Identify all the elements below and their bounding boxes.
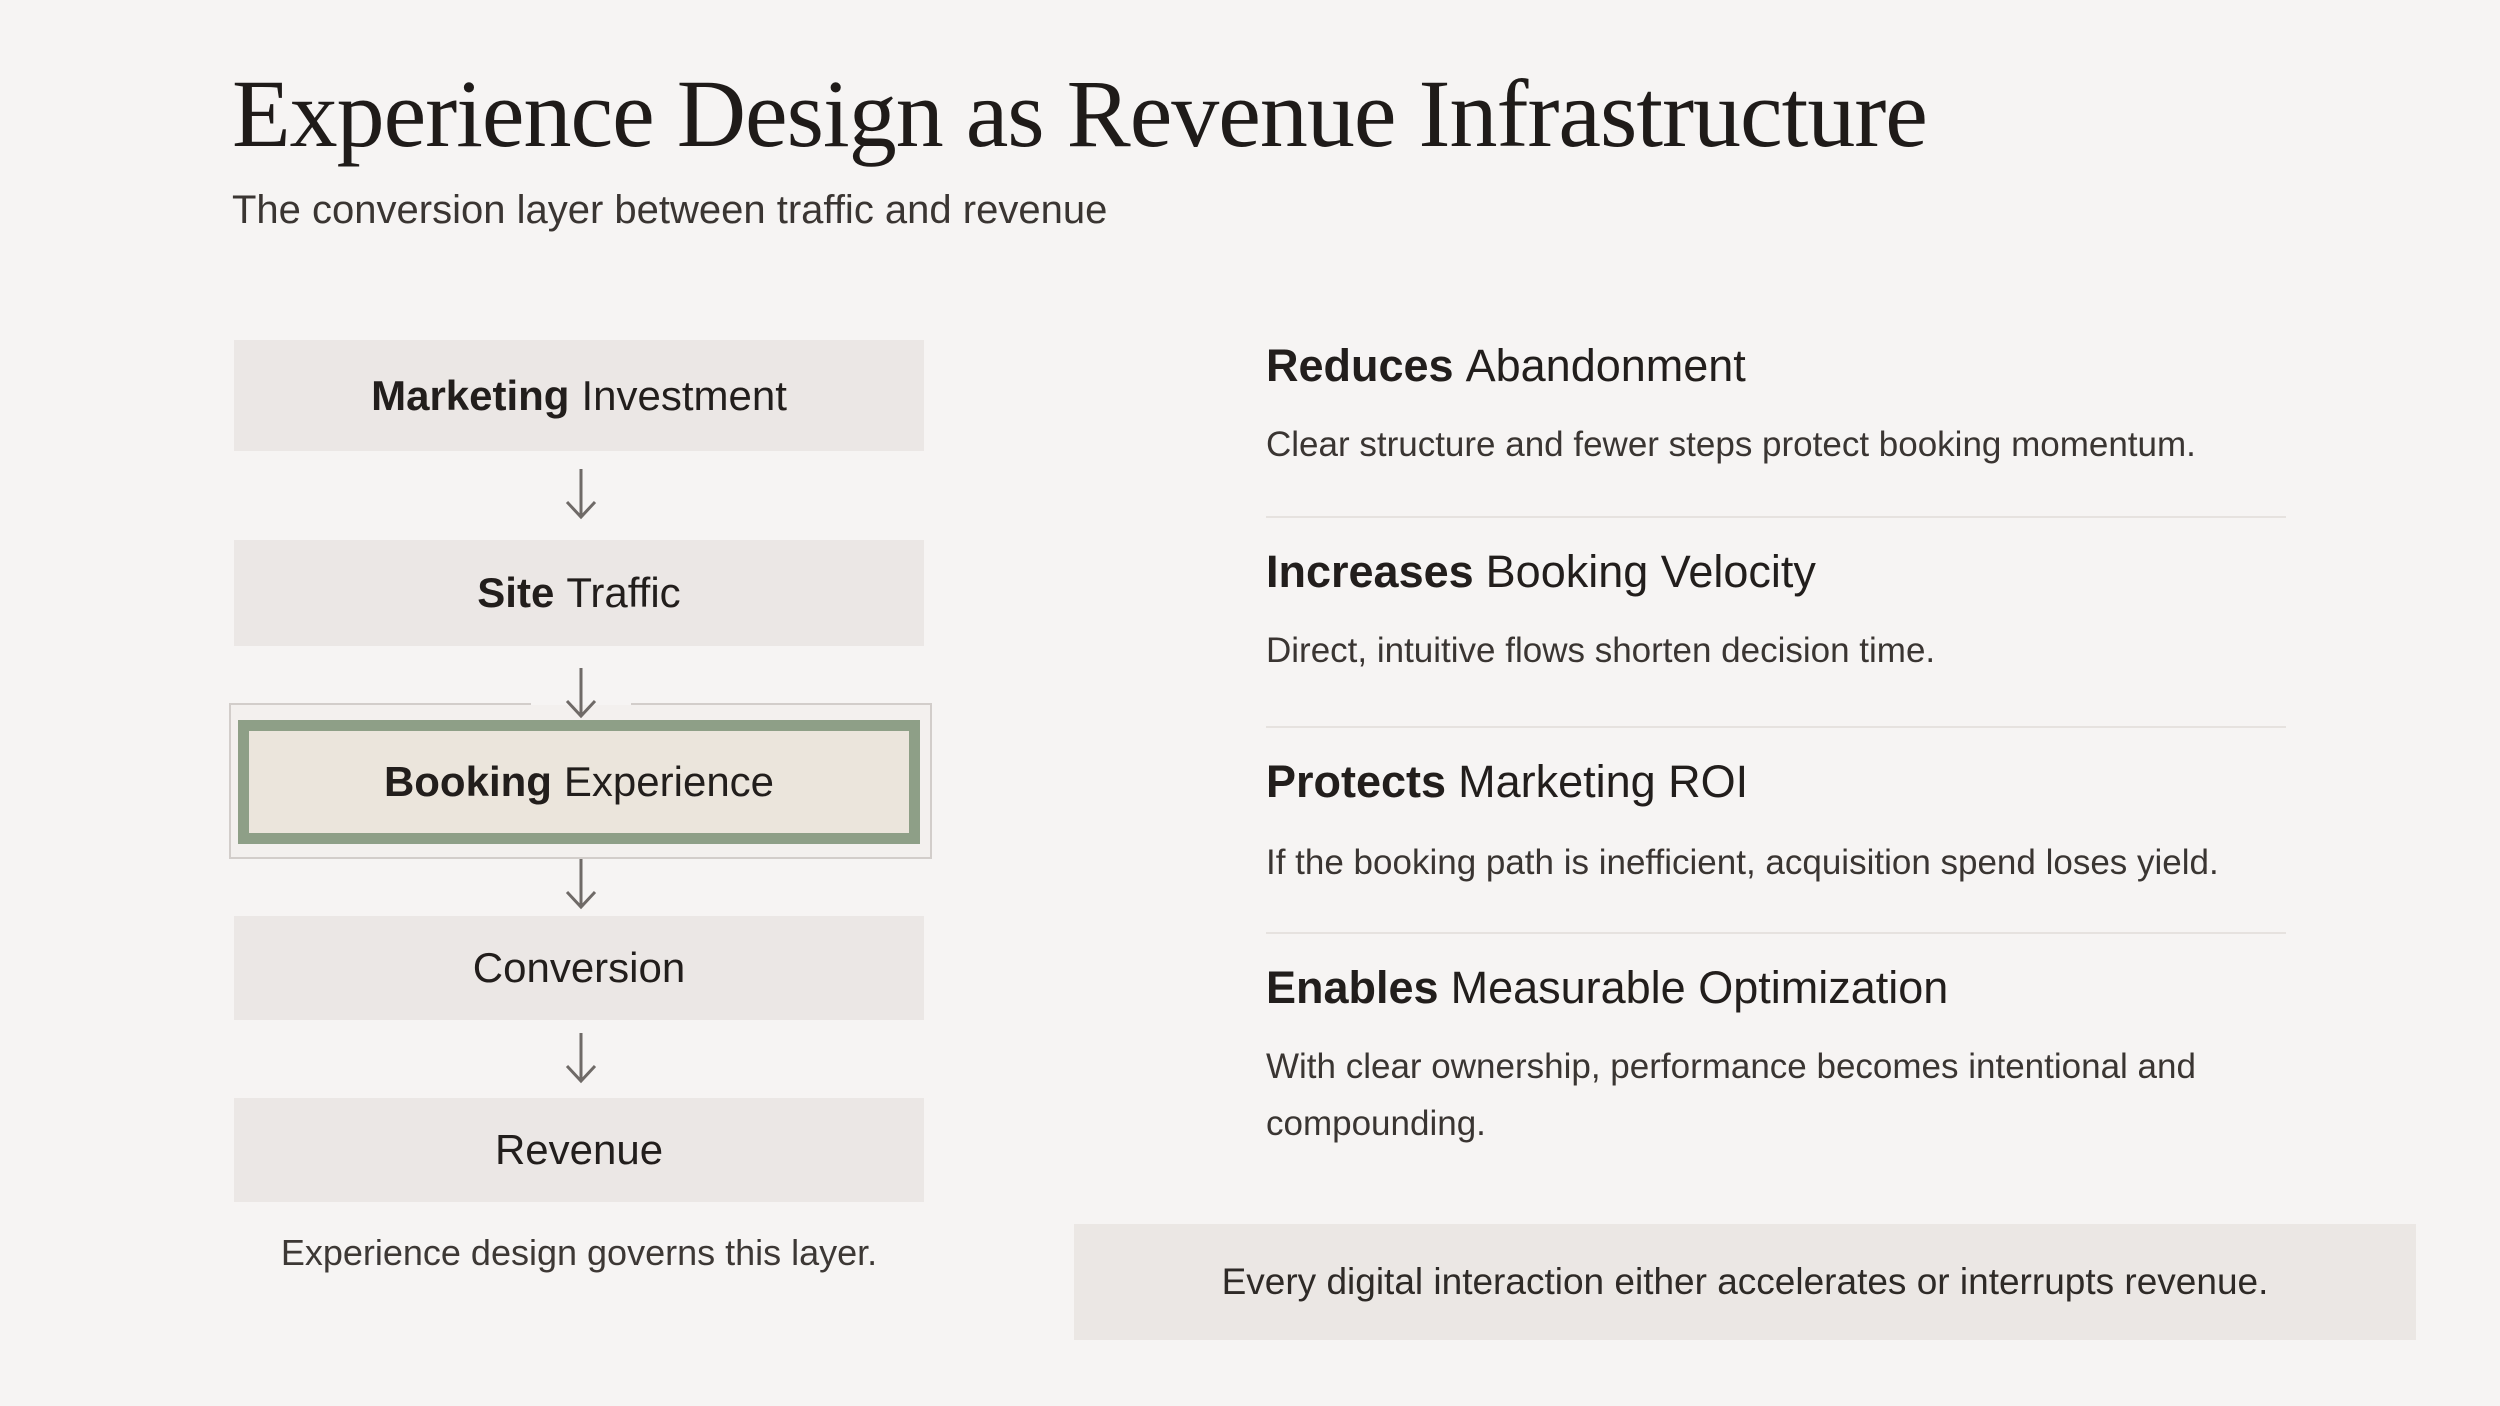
arrow-down-icon: [559, 466, 603, 522]
divider: [1266, 726, 2286, 728]
flow-step-revenue: [234, 1098, 924, 1202]
flow-step-label: Investment: [581, 371, 787, 419]
benefit-description: Direct, intuitive flows shorten decision time.: [1266, 631, 1936, 670]
flow-step-site-traffic: [234, 540, 924, 646]
benefit-heading: [1266, 756, 1748, 808]
benefit-heading-strong: Enables: [1266, 962, 1439, 1013]
page-title: Experience Design as Revenue Infrastructure: [232, 60, 1927, 167]
flow-caption: Experience design governs this layer.: [280, 1232, 878, 1273]
flow-step-conversion: [234, 916, 924, 1020]
footer-text: Every digital interaction either accelerates or interrupts revenue.: [1221, 1261, 2269, 1302]
footer-callout: [1074, 1224, 2416, 1340]
flow-step-marketing-investment: [234, 340, 924, 451]
benefit-heading-strong: Reduces: [1266, 340, 1454, 391]
flow-step-strong: Site: [477, 569, 555, 616]
benefit-heading-strong: Increases: [1266, 546, 1474, 597]
divider: [1266, 932, 2286, 934]
arrow-down-icon: [559, 856, 603, 912]
arrow-down-icon: [559, 1030, 603, 1086]
flow-step-label: Conversion: [472, 944, 686, 991]
benefit-heading-rest: Measurable Optimization: [1450, 962, 1949, 1013]
benefit-heading-rest: Marketing ROI: [1458, 756, 1749, 807]
benefit-heading-rest: Abandonment: [1465, 340, 1746, 391]
benefit-heading: [1266, 340, 1746, 392]
arrow-down-icon: [559, 665, 603, 721]
benefit-heading: [1266, 962, 1948, 1014]
benefit-heading: [1266, 546, 1816, 598]
flow-step-label: Traffic: [566, 569, 681, 616]
flow-step-label: Revenue: [494, 1126, 664, 1173]
flow-step-label: Experience: [563, 758, 775, 805]
benefit-heading-strong: Protects: [1266, 756, 1447, 807]
divider: [1266, 516, 2286, 518]
benefit-description: If the booking path is inefficient, acquisition spend loses yield.: [1266, 843, 2219, 882]
benefit-description: With clear ownership, performance becomes intentional and compounding.: [1266, 1047, 2196, 1143]
page-subtitle: The conversion layer between traffic and revenue: [232, 188, 1108, 232]
benefit-description: Clear structure and fewer steps protect booking momentum.: [1266, 425, 2196, 464]
flow-step-strong: Marketing: [371, 371, 570, 419]
benefit-heading-rest: Booking Velocity: [1485, 546, 1816, 597]
flow-step-strong: Booking: [383, 758, 552, 805]
flow-step-booking-experience: [238, 720, 920, 844]
